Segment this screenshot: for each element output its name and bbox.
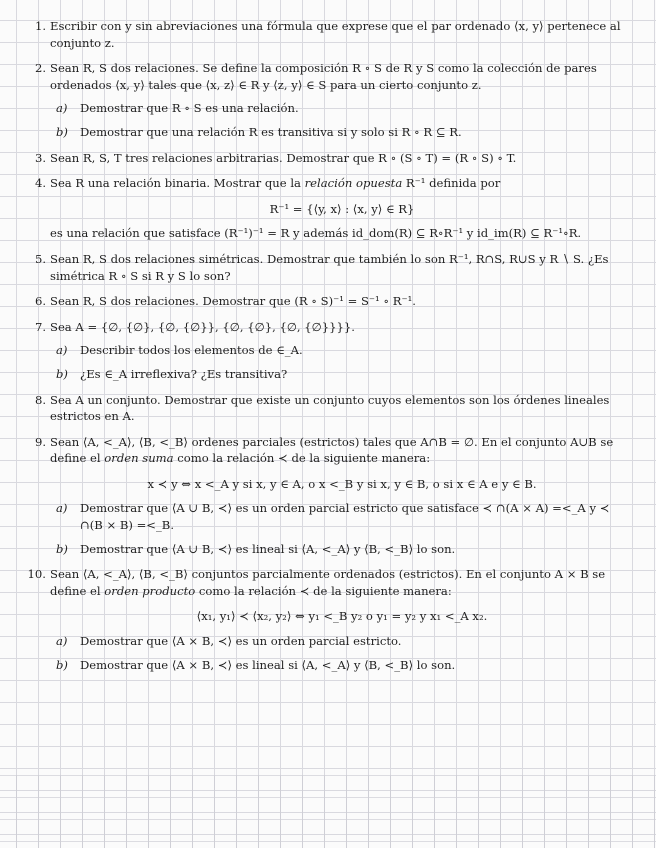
subproblem-label: b) xyxy=(56,124,68,139)
display-formula: ⟨x₁, y₁⟩ ≺ ⟨x₂, y₂⟩ ⇔ y₁ <_B y₂ o y₁ = y₂ y x₁ <_A x₂. xyxy=(196,609,488,624)
subproblem-text: Demostrar que ⟨A ∪ B, ≺⟩ es un orden parcial estricto que satisface ≺ ∩(A × A) =<_A y ≺ ∩(B × B) =<_B. xyxy=(80,501,610,533)
problem-text-end: como la relación ≺ de la siguiente manera: xyxy=(173,451,431,466)
subproblem-b xyxy=(10,366,634,383)
display-formula: x ≺ y ⇔ x <_A y si x, y ∈ A, o x <_B y si x, y ∈ B, o si x ∈ A e y ∈ B. xyxy=(147,476,537,491)
problem-text: Sean R, S dos relaciones simétricas. Demostrar que también lo son R⁻¹, R∩S, R∪S y R ∖ S. ¿Es simétrica R ∘ S si R y S lo son? xyxy=(50,251,609,283)
problem-text-start: Sean ⟨A, <_A⟩, ⟨B, <_B⟩ conjuntos parcialmente ordenados (estrictos). En el conjunto A × B se define el xyxy=(50,567,606,598)
problem-6 xyxy=(10,293,634,310)
subproblem-a xyxy=(10,342,634,359)
problem-text: Sean R, S, T tres relaciones arbitrarias. Demostrar que R ∘ (S ∘ T) = (R ∘ S) ∘ T. xyxy=(50,150,517,165)
problem-text-continued: es una relación que satisface (R⁻¹)⁻¹ = R y además id_dom(R) ⊆ R∘R⁻¹ y id_im(R) ⊆ R⁻¹∘R. xyxy=(50,226,582,241)
subproblem-label: a) xyxy=(56,634,68,649)
problem-number: 4. xyxy=(34,176,46,191)
problem-number: 10. xyxy=(27,567,46,582)
subproblem-label: a) xyxy=(56,101,68,116)
term-orden-suma: orden suma xyxy=(104,451,174,466)
problem-number: 1. xyxy=(34,19,46,33)
problem-10 xyxy=(10,566,634,673)
subproblem-text: Demostrar que una relación R es transitiva si y solo si R ∘ R ⊆ R. xyxy=(80,124,462,139)
problem-number: 3. xyxy=(34,150,46,165)
subproblem-a xyxy=(10,633,634,650)
subproblem-text: Demostrar que ⟨A × B, ≺⟩ es un orden parcial estricto. xyxy=(80,634,402,649)
problem-text-end: como la relación ≺ de la siguiente manera: xyxy=(195,583,452,598)
problem-number: 7. xyxy=(34,319,46,334)
subproblem-b xyxy=(10,124,634,141)
problem-text: Escribir con y sin abreviaciones una fórmula que exprese que el par ordenado ⟨x, y⟩ pertenece al conjunto z. xyxy=(50,19,621,50)
subproblem-a xyxy=(10,100,634,117)
subproblem-label: a) xyxy=(56,343,68,358)
problem-3 xyxy=(10,150,634,167)
problem-number: 5. xyxy=(34,251,46,266)
problem-text: Sean R, S dos relaciones. Demostrar que (R ∘ S)⁻¹ = S⁻¹ ∘ R⁻¹. xyxy=(50,294,416,309)
term-orden-producto: orden producto xyxy=(104,583,196,598)
problem-sheet xyxy=(10,18,634,682)
problem-8 xyxy=(10,392,634,425)
grid-paper-margin xyxy=(0,775,656,848)
subproblem-text: ¿Es ∈_A irreflexiva? ¿Es transitiva? xyxy=(80,366,288,381)
problem-7 xyxy=(10,319,634,383)
display-formula: R⁻¹ = {⟨y, x⟩ : ⟨x, y⟩ ∈ R} xyxy=(269,201,415,216)
problem-text: Sea A un conjunto. Demostrar que existe un conjunto cuyos elementos son los órdenes lineales estrictos en A. xyxy=(50,392,610,424)
problem-5 xyxy=(10,251,634,284)
problem-text: Sea A = {∅, {∅}, {∅, {∅}}, {∅, {∅}, {∅, {∅}}}}. xyxy=(50,319,355,334)
subproblem-text: Demostrar que ⟨A × B, ≺⟩ es lineal si ⟨A, <_A⟩ y ⟨B, <_B⟩ lo son. xyxy=(80,657,456,672)
subproblem-label: a) xyxy=(56,501,68,516)
problem-text-start: Sean ⟨A, <_A⟩, ⟨B, <_B⟩ ordenes parciales (estrictos) tales que A∩B = ∅. En el conjunto A∪B se define el xyxy=(50,434,614,466)
problem-number: 2. xyxy=(34,61,46,76)
problem-4 xyxy=(10,175,634,242)
subproblem-text: Demostrar que ⟨A ∪ B, ≺⟩ es lineal si ⟨A, <_A⟩ y ⟨B, <_B⟩ lo son. xyxy=(80,541,456,556)
problem-text-start: Sea R una relación binaria. Mostrar que la xyxy=(50,176,305,191)
problem-number: 8. xyxy=(34,392,46,407)
term-relacion-opuesta: relación opuesta xyxy=(304,176,403,191)
subproblem-text: Describir todos los elementos de ∈_A. xyxy=(80,343,303,358)
subproblem-b xyxy=(10,657,634,674)
problem-9 xyxy=(10,434,634,558)
subproblem-label: b) xyxy=(56,541,68,556)
subproblem-text: Demostrar que R ∘ S es una relación. xyxy=(80,101,299,116)
problem-number: 9. xyxy=(34,434,46,449)
problem-text: Sean R, S dos relaciones. Se define la composición R ∘ S de R y S como la colección de pares ordenados ⟨x, y⟩ tales que ⟨x, z⟩ ∈ R y ⟨z, y⟩ ∈ S para un cierto conjunto z. xyxy=(50,61,597,92)
subproblem-label: b) xyxy=(56,366,68,381)
problem-text-end: R⁻¹ definida por xyxy=(402,176,501,191)
problem-number: 6. xyxy=(34,294,46,309)
subproblem-label: b) xyxy=(56,657,68,672)
problem-2 xyxy=(10,60,634,140)
subproblem-b xyxy=(10,541,634,558)
subproblem-a xyxy=(10,500,634,533)
problem-1 xyxy=(10,18,634,51)
